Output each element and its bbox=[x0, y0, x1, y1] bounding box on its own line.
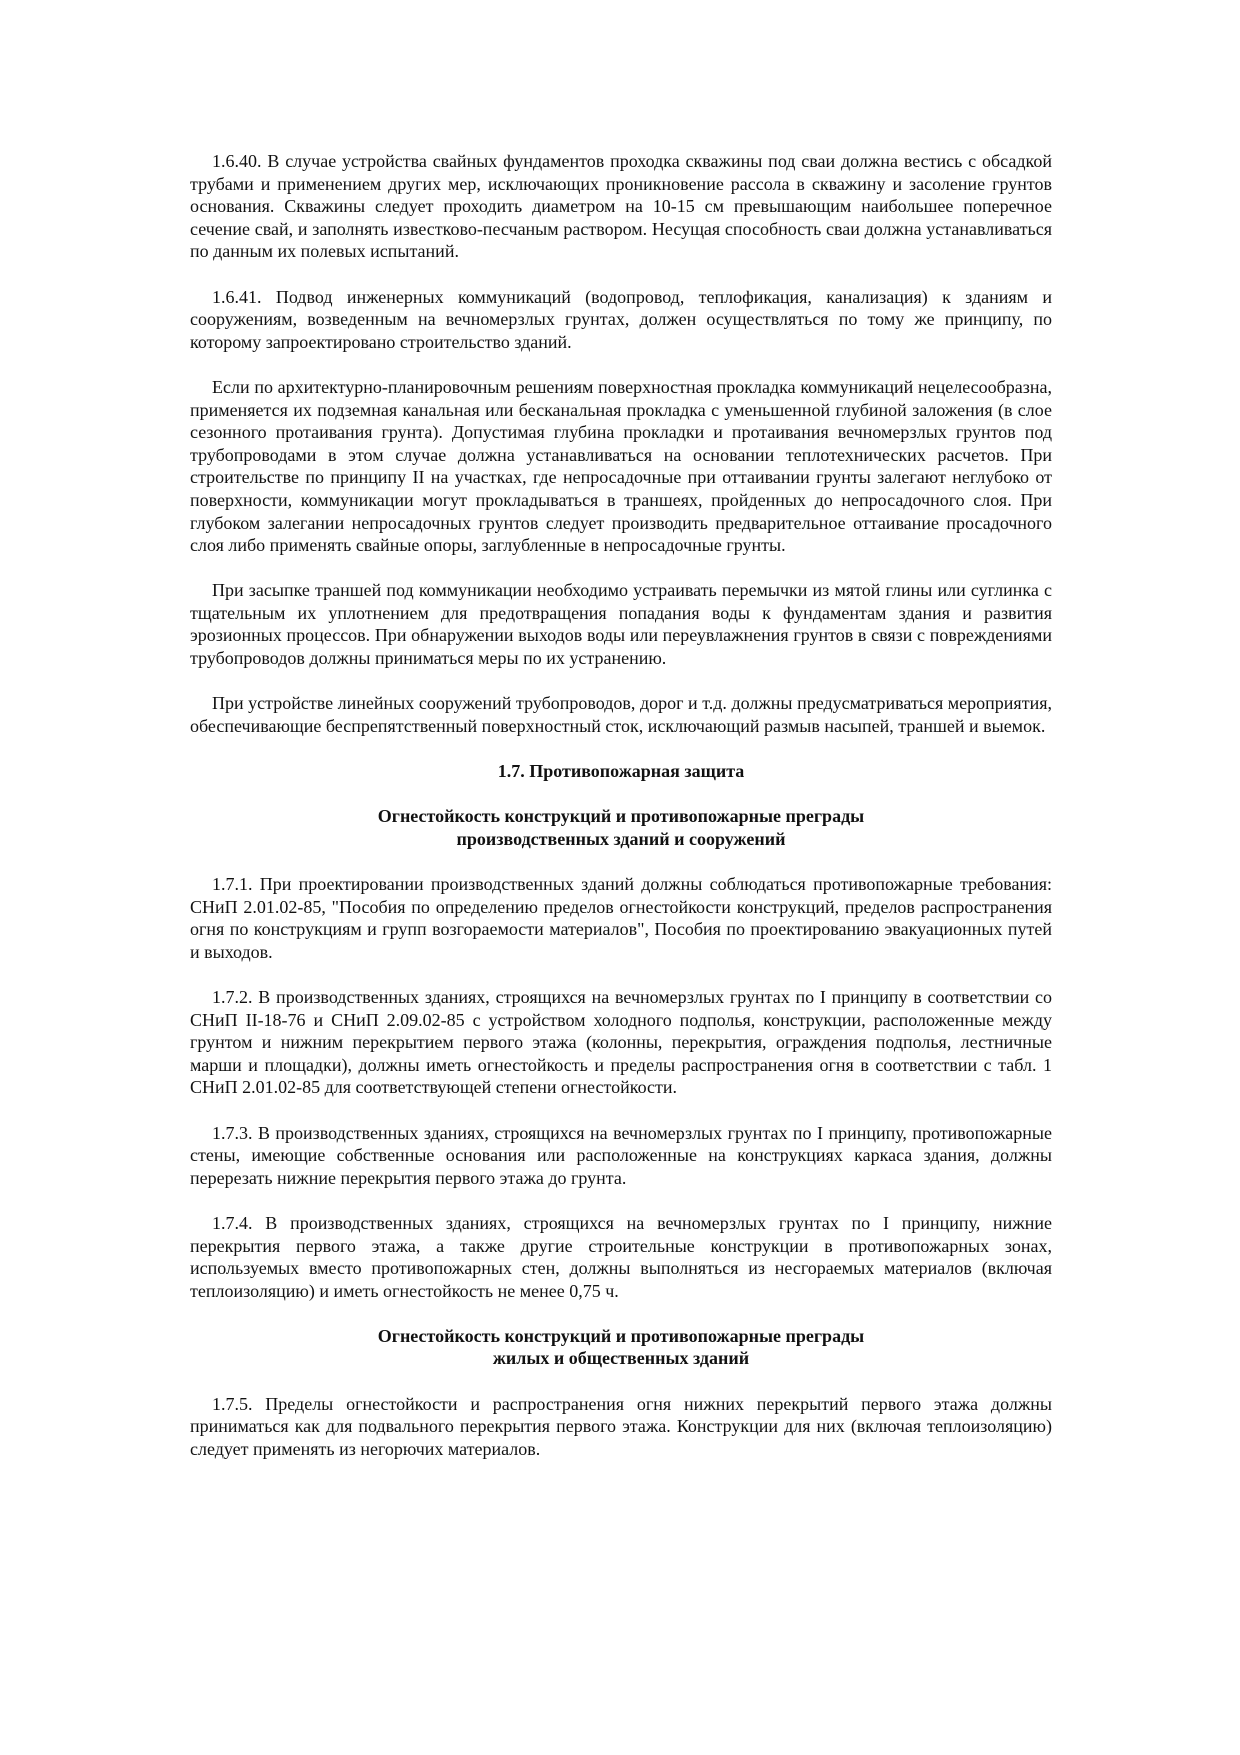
paragraph: При засыпке траншей под коммуникации необходимо устраивать перемычки из мятой глины или суглинка с тщательным их уплотнением для предотвращения попадания воды к фундаментам здания и развития эрозионных процессов. При обнаружении выходов воды или переувлажнения грунтов в связи с повреждениями трубопроводов должны приниматься меры по их устранению. bbox=[190, 580, 1052, 669]
subheading-production-buildings bbox=[190, 805, 1052, 850]
section-heading: 1.7. Противопожарная защита bbox=[497, 761, 745, 782]
paragraph: Если по архитектурно-планировочным решениям поверхностная прокладка коммуникаций нецелесообразна, применяется их подземная канальная или бесканальная прокладка с уменьшенной глубиной заложения (в слое сезонного протаивания грунта). Допустимая глубина прокладки и протаивания вечномерзлых грунтов под трубопроводами в этом случае должна устанавливаться на основании теплотехнических расчетов. При строительстве по принципу II на участках, где непросадочные при оттаивании грунты залегают неглубоко от поверхности, коммуникации могут прокладываться в траншеях, пройденных до непросадочного слоя. При глубоком залегании непросадочных грунтов следует производить предварительное оттаивание просадочного слоя либо применять свайные опоры, заглубленные в непросадочные грунты. bbox=[190, 376, 1052, 556]
paragraph-1-6-41: 1.6.41. Подвод инженерных коммуникаций (водопровод, теплофикация, канализация) к зданиям и сооружениям, возведенным на вечномерзлых грунтах, должен осуществляться по тому же принципу, по которому запроектировано строительство зданий. bbox=[190, 286, 1052, 352]
subheading-residential-buildings bbox=[190, 1325, 1052, 1370]
document-page bbox=[190, 150, 1052, 1483]
subheading-line: производственных зданий и сооружений bbox=[456, 828, 786, 849]
subheading-line: жилых и общественных зданий bbox=[492, 1348, 750, 1369]
subheading-line: Огнестойкость конструкций и противопожарные преграды bbox=[377, 1325, 865, 1346]
paragraph-1-6-40: 1.6.40. В случае устройства свайных фундаментов проходка скважины под сваи должна вестись с обсадкой трубами и применением других мер, исключающих проникновение рассола в скважину и засоление грунтов основания. Скважины следует проходить диаметром на 10-15 см превышающим наибольшее поперечное сечение свай, и заполнять известково-песчаным раствором. Несущая способность сваи должна устанавливаться по данным их полевых испытаний. bbox=[190, 151, 1052, 262]
paragraph-1-7-5: 1.7.5. Пределы огнестойкости и распространения огня нижних перекрытий первого этажа должны приниматься как для подвального перекрытия первого этажа. Конструкции для них (включая теплоизоляцию) следует применять из негорючих материалов. bbox=[190, 1393, 1052, 1459]
paragraph-1-7-3: 1.7.3. В производственных зданиях, строящихся на вечномерзлых грунтах по I принципу, противопожарные стены, имеющие собственные основания или расположенные на конструкциях каркаса здания, должны перерезать нижние перекрытия первого этажа до грунта. bbox=[190, 1122, 1052, 1188]
subheading-line: Огнестойкость конструкций и противопожарные преграды bbox=[377, 806, 865, 827]
paragraph-1-7-4: 1.7.4. В производственных зданиях, строящихся на вечномерзлых грунтах по I принципу, нижние перекрытия первого этажа, а также другие строительные конструкции в противопожарных зонах, используемых вместо противопожарных стен, должны выполняться из несгораемых материалов (включая теплоизоляцию) и иметь огнестойкость не менее 0,75 ч. bbox=[190, 1212, 1052, 1301]
paragraph-1-7-1: 1.7.1. При проектировании производственных зданий должны соблюдаться противопожарные требования: СНиП 2.01.02-85, "Пособия по определению пределов огнестойкости конструкций, пределов распространения огня по конструкциям и групп возгораемости материалов", Пособия по проектированию эвакуационных путей и выходов. bbox=[190, 874, 1052, 962]
paragraph-1-7-2: 1.7.2. В производственных зданиях, строящихся на вечномерзлых грунтах по I принципу в соответствии со СНиП II-18-76 и СНиП 2.09.02-85 с устройством холодного подполья, конструкции, расположенные между грунтом и нижним перекрытием первого этажа (колонны, перекрытия, ограждения подполья, лестничные марши и площадки), должны иметь огнестойкость и пределы распространения огня в соответствии с табл. 1 СНиП 2.01.02-85 для соответствующей степени огнестойкости. bbox=[190, 986, 1052, 1098]
paragraph: При устройстве линейных сооружений трубопроводов, дорог и т.д. должны предусматриваться мероприятия, обеспечивающие беспрепятственный поверхностный сток, исключающий размыв насыпей, траншей и выемок. bbox=[190, 693, 1052, 736]
